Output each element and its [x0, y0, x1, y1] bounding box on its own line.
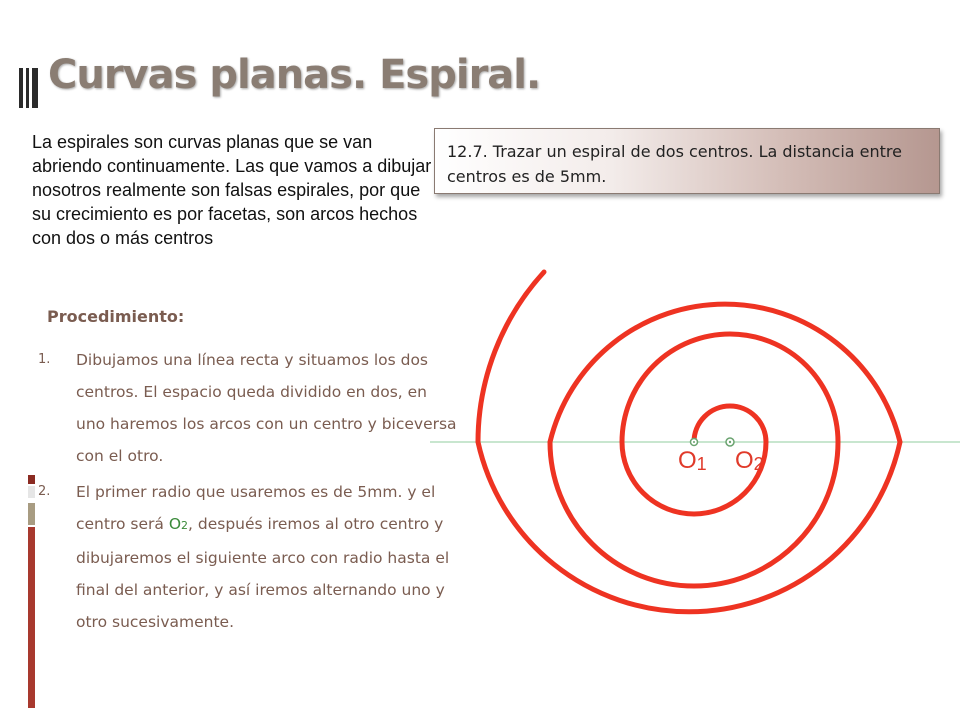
center-reference-sub: 2 — [181, 519, 189, 532]
problem-statement: 12.7. Trazar un espiral de dos centros. La distancia entre centros es de 5mm. — [447, 142, 902, 186]
center-o2-label: O2 — [735, 447, 764, 474]
center-o1-marker — [691, 439, 698, 446]
intro-text: La espirales son curvas planas que se van abriendo continuamente. Las que vamos a dibujar nosotros realmente son falsas espirales, por que su crecimiento es por facetas, son arcos hechos con dos o más centros — [32, 132, 432, 248]
step-number: 2. — [38, 484, 51, 499]
step-text — [76, 483, 449, 631]
center-o2-marker — [726, 438, 734, 446]
page-title: Curvas planas. Espiral. — [48, 52, 541, 98]
problem-statement-box — [434, 128, 940, 194]
procedure-steps — [38, 344, 458, 638]
title-decoration — [19, 68, 39, 108]
spiral-diagram — [430, 230, 960, 720]
center-reference — [169, 515, 188, 533]
center-o1-label: O1 — [678, 447, 707, 474]
step-text: Dibujamos una línea recta y situamos los dos centros. El espacio queda dividido en dos, en uno haremos los arcos con un centro y biceversa con el otro. — [76, 351, 457, 465]
procedure-heading: Procedimiento: — [47, 307, 185, 326]
center-reference-letter: O — [168, 515, 182, 533]
step-text-after: , después iremos al otro centro y dibujaremos el siguiente arco con radio hasta el final del anterior, y así iremos alternando uno y otro sucesivamente. — [76, 515, 450, 631]
procedure-step — [38, 476, 458, 638]
procedure-step — [38, 344, 458, 472]
step-text-before: El primer radio que usaremos es de 5mm. y el centro será — [76, 483, 436, 533]
step-number: 1. — [38, 352, 51, 367]
